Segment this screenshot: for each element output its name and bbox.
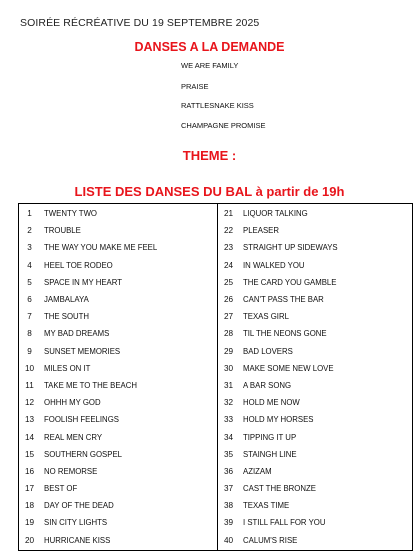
dance-number: 33: [223, 415, 234, 425]
dance-row: [218, 325, 415, 342]
dance-title: HEEL TOE RODEO: [44, 260, 113, 270]
dance-row: [218, 514, 415, 531]
dance-row: [218, 308, 415, 325]
dance-number: 8: [27, 329, 32, 339]
dance-title: SOUTHERN GOSPEL: [44, 449, 122, 459]
dance-row: [218, 274, 415, 291]
dance-row: [218, 222, 415, 239]
dance-number: 27: [223, 312, 234, 322]
dance-title: PLEASER: [243, 226, 279, 236]
dance-row: [19, 480, 216, 497]
dance-title: STRAIGHT UP SIDEWAYS: [243, 243, 338, 253]
dance-row: [19, 291, 216, 308]
dance-row: [19, 394, 216, 411]
dance-number: 32: [223, 398, 234, 408]
dance-number: 12: [24, 398, 35, 408]
dance-row: [19, 239, 216, 256]
dance-row: [19, 514, 216, 531]
dance-number: 36: [223, 466, 234, 476]
dance-title: SPACE IN MY HEART: [44, 277, 122, 287]
dance-number: 7: [27, 312, 32, 322]
dance-number: 9: [27, 346, 32, 356]
dance-number: 6: [27, 295, 32, 305]
dance-title: TAKE ME TO THE BEACH: [44, 380, 138, 390]
dance-row: [218, 291, 415, 308]
dance-row: [218, 428, 415, 445]
dance-title: THE CARD YOU GAMBLE: [243, 277, 337, 287]
dance-title: TEXAS TIME: [243, 501, 290, 511]
dance-number: 20: [24, 535, 35, 545]
dance-title: CALUM'S RISE: [243, 535, 298, 545]
dance-title: I STILL FALL FOR YOU: [243, 518, 326, 528]
dance-title: HOLD MY HORSES: [243, 415, 314, 425]
dance-row: [218, 497, 415, 514]
dance-row: [19, 497, 216, 514]
dance-number: 21: [223, 209, 234, 219]
dance-number: 24: [223, 260, 234, 270]
requests-heading: DANSES A LA DEMANDE: [134, 40, 285, 54]
dance-number: 5: [27, 277, 32, 287]
dance-number: 13: [24, 415, 35, 425]
dance-number: 40: [223, 535, 234, 545]
dance-title: OHHH MY GOD: [44, 398, 101, 408]
dance-number: 29: [223, 346, 234, 356]
dance-column-right: [218, 205, 415, 549]
dance-title: BEST OF: [44, 484, 78, 494]
dance-number: 38: [223, 501, 234, 511]
dance-title: TWENTY TWO: [44, 209, 97, 219]
dance-number: 25: [223, 277, 234, 287]
dance-row: [19, 446, 216, 463]
dance-title: AZIZAM: [243, 466, 272, 476]
dance-row: [218, 205, 415, 222]
dance-row: [218, 463, 415, 480]
dance-number: 39: [223, 518, 234, 528]
dance-title: IN WALKED YOU: [243, 260, 305, 270]
dance-title: DAY OF THE DEAD: [44, 501, 114, 511]
dance-title: TROUBLE: [44, 226, 81, 236]
dance-title: HOLD ME NOW: [243, 398, 300, 408]
dance-number: 18: [24, 501, 35, 511]
dance-number: 22: [223, 226, 234, 236]
dance-title: THE WAY YOU MAKE ME FEEL: [44, 243, 158, 253]
dance-row: [218, 411, 415, 428]
dance-row: [19, 325, 216, 342]
dance-title: TEXAS GIRL: [243, 312, 289, 322]
dance-title: REAL MEN CRY: [44, 432, 103, 442]
dance-list-table: [18, 203, 413, 551]
dance-row: [19, 274, 216, 291]
dance-title: SUNSET MEMORIES: [44, 346, 121, 356]
dance-row: [218, 360, 415, 377]
dance-title: JAMBALAYA: [44, 295, 89, 305]
dance-row: [19, 463, 216, 480]
dance-title: FOOLISH FEELINGS: [44, 415, 119, 425]
dance-row: [218, 480, 415, 497]
dance-number: 4: [27, 260, 32, 270]
dance-title: MAKE SOME NEW LOVE: [243, 363, 334, 373]
dance-title: NO REMORSE: [44, 466, 98, 476]
ball-list-heading: LISTE DES DANSES DU BAL à partir de 19h: [74, 184, 345, 199]
dance-row: [19, 532, 216, 549]
dance-number: 28: [223, 329, 234, 339]
dance-row: [218, 446, 415, 463]
dance-title: SIN CITY LIGHTS: [44, 518, 108, 528]
dance-title: CAST THE BRONZE: [243, 484, 316, 494]
dance-number: 10: [24, 363, 35, 373]
request-item: WE ARE FAMILY: [181, 61, 239, 70]
dance-row: [218, 257, 415, 274]
dance-title: A BAR SONG: [243, 380, 292, 390]
request-item: PRAISE: [181, 82, 209, 91]
dance-row: [19, 343, 216, 360]
dance-number: 37: [223, 484, 234, 494]
dance-row: [19, 411, 216, 428]
dance-title: STAINGH LINE: [243, 449, 297, 459]
dance-number: 1: [27, 209, 32, 219]
dance-number: 30: [223, 363, 234, 373]
dance-number: 19: [24, 518, 35, 528]
dance-title: MY BAD DREAMS: [44, 329, 110, 339]
dance-row: [19, 257, 216, 274]
dance-title: THE SOUTH: [44, 312, 90, 322]
dance-title: CAN'T PASS THE BAR: [243, 295, 324, 305]
dance-number: 34: [223, 432, 234, 442]
dance-number: 17: [24, 484, 35, 494]
dance-row: [218, 343, 415, 360]
dance-row: [19, 308, 216, 325]
dance-row: [218, 239, 415, 256]
request-item: CHAMPAGNE PROMISE: [181, 121, 266, 130]
dance-number: 23: [223, 243, 234, 253]
dance-number: 35: [223, 449, 234, 459]
dance-number: 31: [223, 380, 234, 390]
dance-row: [19, 222, 216, 239]
dance-title: TIL THE NEONS GONE: [243, 329, 327, 339]
dance-number: 15: [24, 449, 35, 459]
dance-row: [19, 428, 216, 445]
dance-title: BAD LOVERS: [243, 346, 293, 356]
dance-row: [19, 205, 216, 222]
theme-heading: THEME :: [182, 148, 237, 163]
dance-row: [218, 394, 415, 411]
dance-number: 14: [24, 432, 35, 442]
dance-title: TIPPING IT UP: [243, 432, 297, 442]
dance-row: [19, 377, 216, 394]
dance-number: 11: [25, 380, 34, 390]
request-item: RATTLESNAKE KISS: [181, 101, 254, 110]
document-header: SOIRÉE RÉCRÉATIVE DU 19 SEPTEMBRE 2025: [20, 17, 260, 29]
dance-title: MILES ON IT: [44, 363, 91, 373]
dance-number: 16: [24, 466, 35, 476]
dance-number: 2: [27, 226, 32, 236]
dance-number: 3: [27, 243, 32, 253]
dance-number: 26: [223, 295, 234, 305]
dance-title: HURRICANE KISS: [44, 535, 111, 545]
dance-row: [218, 377, 415, 394]
dance-row: [218, 532, 415, 549]
dance-title: LIQUOR TALKING: [243, 209, 308, 219]
dance-row: [19, 360, 216, 377]
dance-column-left: [19, 205, 216, 549]
